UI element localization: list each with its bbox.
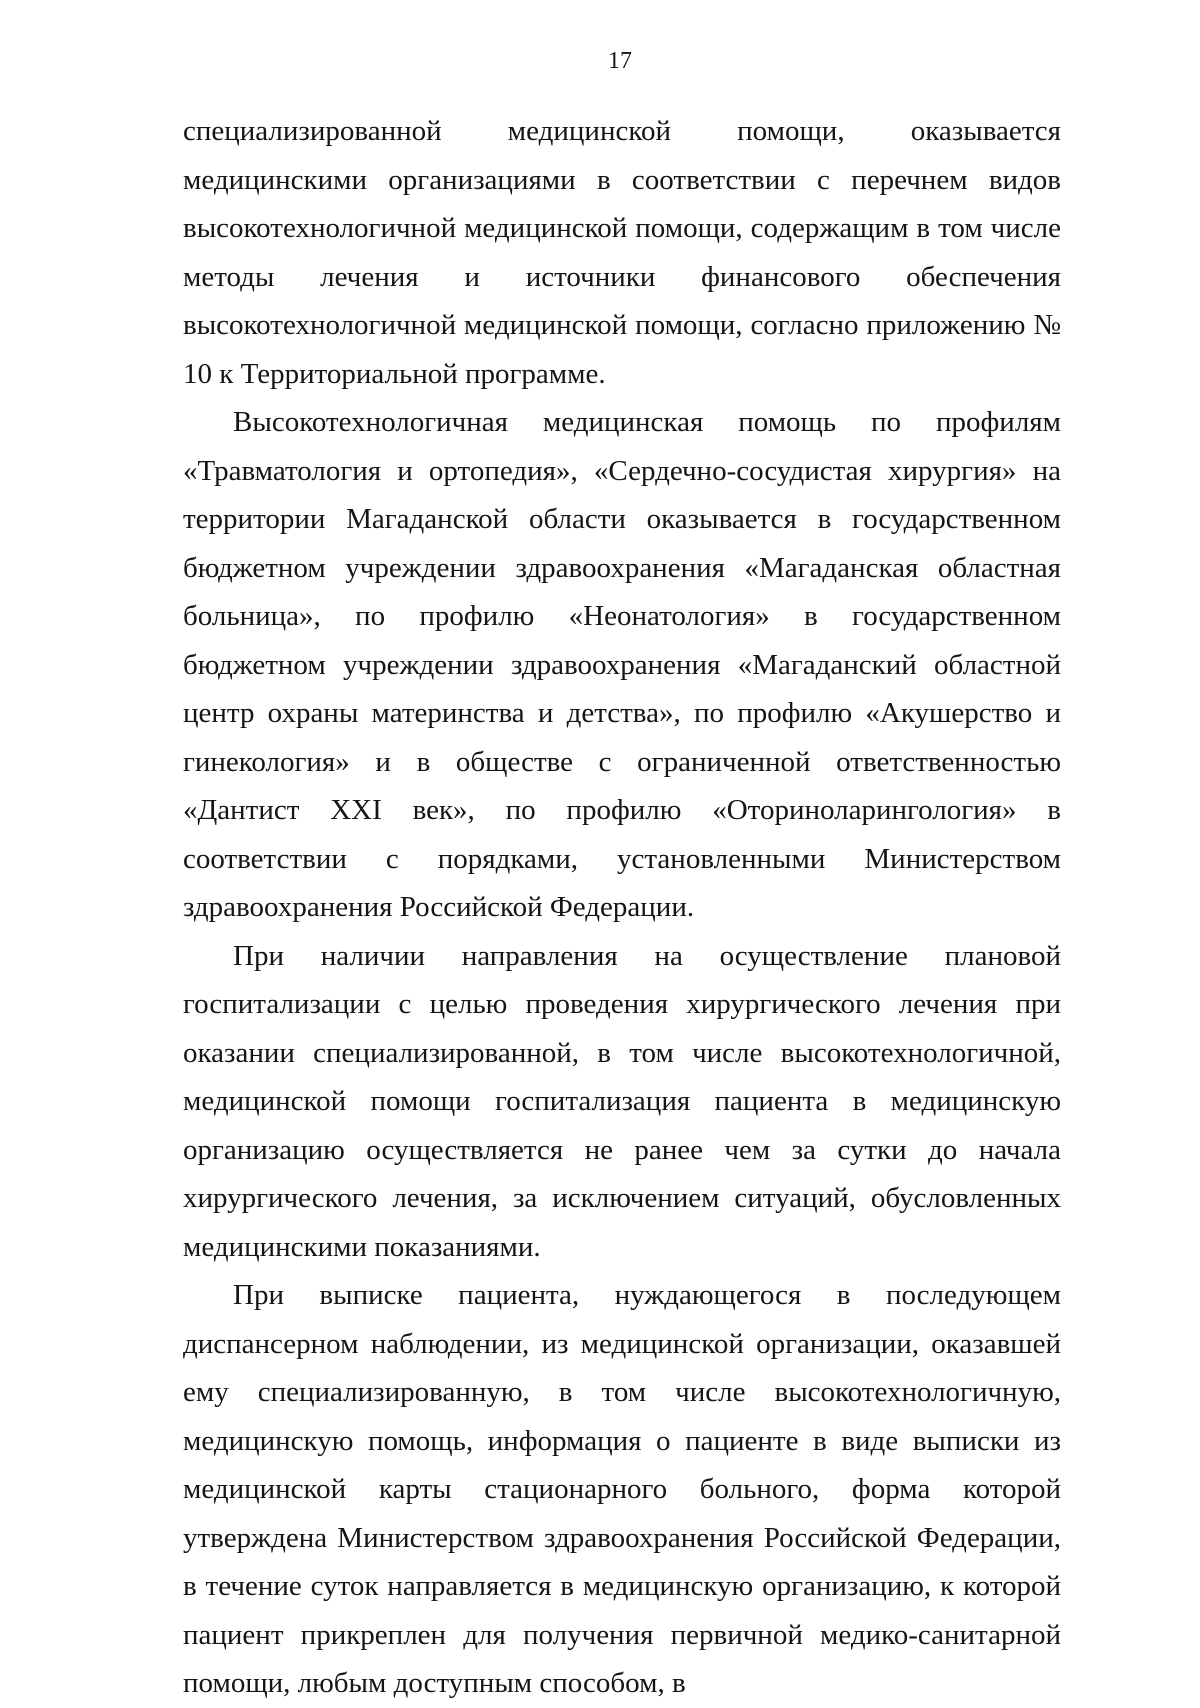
document-body: [183, 107, 1061, 1708]
paragraph-hightech-care-profiles: Высокотехнологичная медицинская помощь по профилям «Травматология и ортопедия», «Сердечно-сосудистая хирургия» на территории Магаданской области оказывается в государственном бюджетном учреждении здравоохранения «Магаданская областная больница», по профилю «Неонатология» в государственном бюджетном учреждении здравоохранения «Магаданский областной центр охраны материнства и детства», по профилю «Акушерство и гинекология» и в обществе с ограниченной ответственностью «Дантист XXI век», по профилю «Оториноларингология» в соответствии с порядками, установленными Министерством здравоохранения Российской Федерации.: [183, 406, 1061, 923]
paragraph-hightech-care-providers: специализированной медицинской помощи, оказывается медицинскими организациями в соответствии с перечнем видов высокотехнологичной медицинской помощи, содержащим в том числе методы лечения и источники финансового обеспечения высокотехнологичной медицинской помощи, согласно приложению № 10 к Территориальной программе.: [183, 115, 1061, 390]
paragraph-planned-hospitalization: При наличии направления на осуществление плановой госпитализации с целью проведения хирургического лечения при оказании специализированной, в том числе высокотехнологичной, медицинской помощи госпитализация пациента в медицинскую организацию осуществляется не ранее чем за сутки до начала хирургического лечения, за исключением ситуаций, обусловленных медицинскими показаниями.: [183, 939, 1061, 1263]
page-number: 17: [608, 48, 632, 74]
paragraph-patient-discharge: При выписке пациента, нуждающегося в последующем диспансерном наблюдении, из медицинской организации, оказавшей ему специализированную, в том числе высокотехнологичную, медицинскую помощь, информация о пациенте в виде выписки из медицинской карты стационарного больного, форма которой утверждена Министерством здравоохранения Российской Федерации, в течение суток направляется в медицинскую организацию, к которой пациент прикреплен для получения первичной медико-санитарной помощи, любым доступным способом, в: [183, 1279, 1061, 1699]
